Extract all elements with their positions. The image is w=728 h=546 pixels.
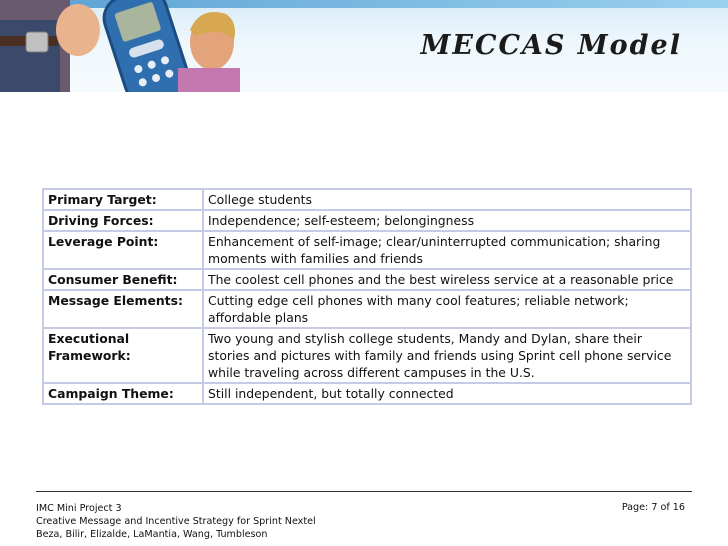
meccas-table xyxy=(42,188,692,405)
row-label: Consumer Benefit: xyxy=(43,269,203,290)
table-row xyxy=(43,290,691,328)
row-label: Driving Forces: xyxy=(43,210,203,231)
row-value: Enhancement of self-image; clear/uninterrupted communication; sharing moments with families and friends xyxy=(203,231,691,269)
row-label: Message Elements: xyxy=(43,290,203,328)
footer-divider xyxy=(36,491,692,492)
table-row xyxy=(43,189,691,210)
row-label: Executional Framework: xyxy=(43,328,203,383)
row-value: Two young and stylish college students, Mandy and Dylan, share their stories and pictures with family and friends using Sprint cell phone service while traveling across different campuses in the U.S. xyxy=(203,328,691,383)
row-label: Leverage Point: xyxy=(43,231,203,269)
footer-project: IMC Mini Project 3 xyxy=(36,503,122,514)
footer-subtitle: Creative Message and Incentive Strategy for Sprint Nextel xyxy=(36,516,316,527)
row-value: Still independent, but totally connected xyxy=(203,383,691,404)
page-number: Page: 7 of 16 xyxy=(621,502,685,513)
table-row xyxy=(43,210,691,231)
row-value: Independence; self-esteem; belongingness xyxy=(203,210,691,231)
header-photo xyxy=(0,0,240,92)
row-label: Primary Target: xyxy=(43,189,203,210)
row-value: The coolest cell phones and the best wireless service at a reasonable price xyxy=(203,269,691,290)
table-row xyxy=(43,231,691,269)
row-value: Cutting edge cell phones with many cool features; reliable network; affordable plans xyxy=(203,290,691,328)
table-row xyxy=(43,383,691,404)
footer-authors: Beza, Bilir, Elizalde, LaMantia, Wang, Tumbleson xyxy=(36,529,268,540)
slide-title: MECCAS Model xyxy=(420,30,682,61)
table-row xyxy=(43,269,691,290)
footer-text xyxy=(36,502,316,541)
slide-header xyxy=(0,0,728,92)
table-row xyxy=(43,328,691,383)
row-label: Campaign Theme: xyxy=(43,383,203,404)
row-value: College students xyxy=(203,189,691,210)
